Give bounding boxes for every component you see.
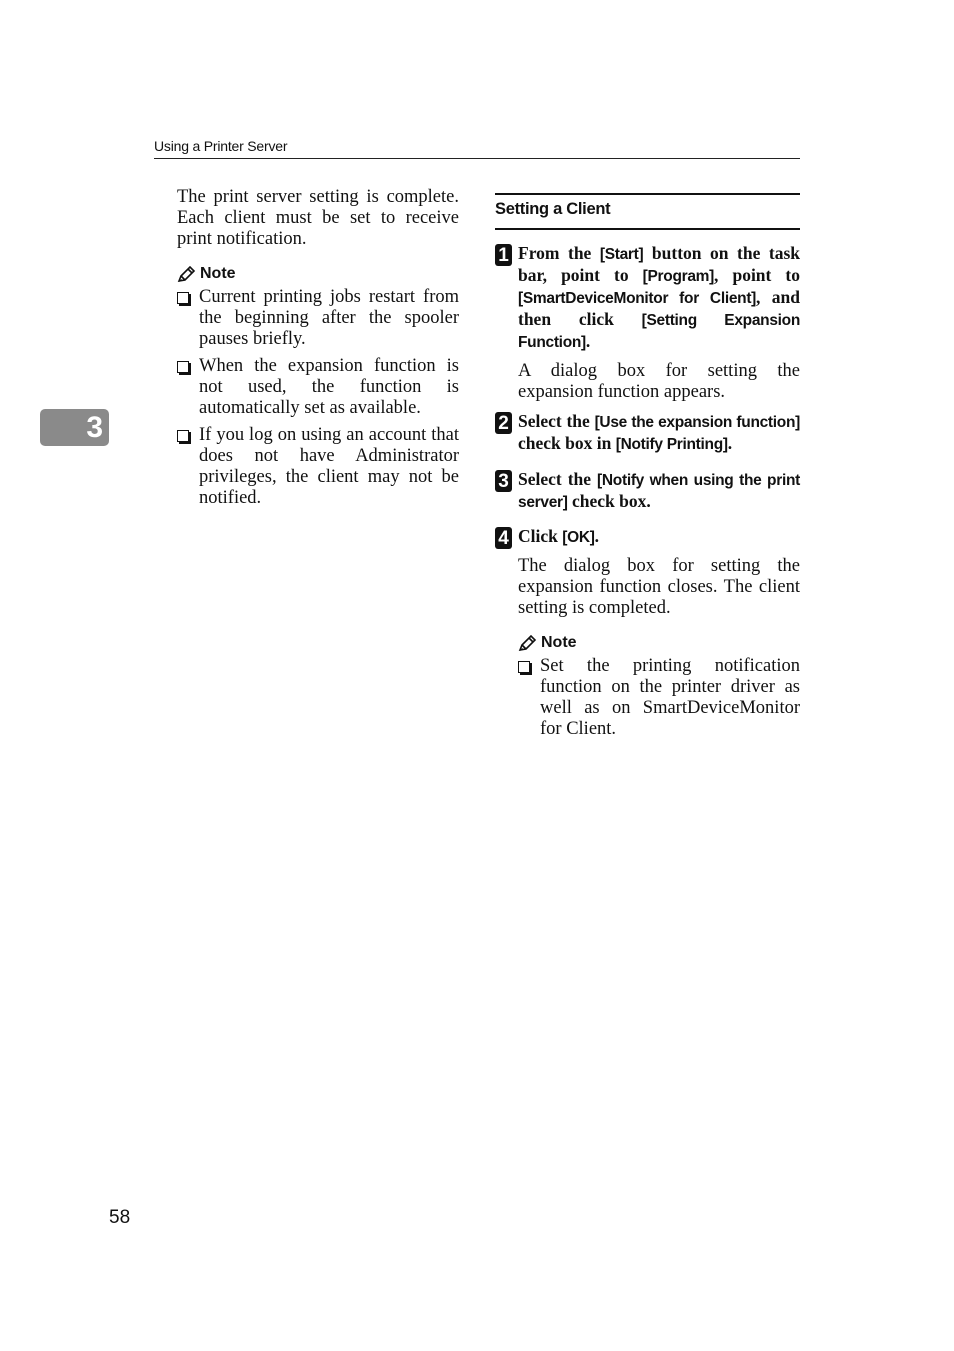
note-heading-label: Note xyxy=(541,634,577,651)
note-item xyxy=(177,425,459,509)
step-text-part: . xyxy=(594,526,599,546)
note-item xyxy=(518,656,800,740)
ui-term: [Use the expansion function] xyxy=(594,414,800,431)
step-text-part: , and then click xyxy=(518,287,800,329)
ui-term: [Notify Printing] xyxy=(615,436,728,453)
step-text-part: Select the xyxy=(518,469,598,489)
running-header: Using a Printer Server xyxy=(154,138,288,154)
section-title: Setting a Client xyxy=(495,200,611,218)
note-item xyxy=(177,287,459,350)
pencil-icon xyxy=(177,266,196,283)
note-item-text: When the expansion function is not used, the function is automatically set as available. xyxy=(199,356,459,418)
step-note xyxy=(518,633,800,740)
note-list xyxy=(518,656,800,740)
step-instruction xyxy=(518,243,800,353)
ui-term: [Setting Expansion Function] xyxy=(518,312,800,351)
step-4 xyxy=(495,526,800,740)
step-text-part: . xyxy=(585,331,591,351)
ui-term: [OK] xyxy=(562,529,595,546)
step-text-part: button on the task bar, point to xyxy=(518,243,800,285)
step-text-part: Click xyxy=(518,526,563,546)
note-heading-label: Note xyxy=(200,265,236,282)
step-text-part: , point to xyxy=(714,265,800,285)
ui-term: [Notify when using the print server] xyxy=(518,472,800,511)
checkbox-bullet-icon xyxy=(177,430,189,442)
chapter-tab: 3 xyxy=(40,409,109,446)
step-text-part: Select the xyxy=(518,411,595,431)
note-item xyxy=(177,356,459,419)
ui-term: [SmartDeviceMonitor for Client] xyxy=(518,290,757,307)
ui-term: [Start] xyxy=(599,246,644,263)
step-result: The dialog box for setting the expansion function closes. The client setting is completed. xyxy=(518,556,800,618)
step-number-badge: 2 xyxy=(495,412,512,434)
step-text-part: . xyxy=(727,433,733,453)
step-number-badge: 3 xyxy=(495,470,512,492)
note-item-text: If you log on using an account that does not have Administrator privileges, the client may not be notified. xyxy=(199,425,459,508)
left-column xyxy=(177,187,459,509)
header-rule xyxy=(154,158,800,159)
checkbox-bullet-icon xyxy=(177,361,189,373)
section-rule-bottom xyxy=(495,228,800,230)
step-number-badge: 4 xyxy=(495,527,512,549)
note-list xyxy=(177,287,459,509)
step-number-badge: 1 xyxy=(495,244,512,266)
intro-paragraph: The print server setting is complete. Each client must be set to receive print notification. xyxy=(177,187,459,249)
step-instruction xyxy=(518,526,800,548)
note-heading xyxy=(518,633,800,653)
step-instruction xyxy=(518,469,800,513)
ui-term: [Program] xyxy=(642,268,715,285)
note-heading xyxy=(177,264,459,284)
checkbox-bullet-icon xyxy=(177,292,189,304)
page-number: 58 xyxy=(109,1207,131,1228)
step-text-part: From the xyxy=(518,243,600,263)
note-item-text: Set the printing notification function on the printer driver as well as on SmartDeviceMonitor for Client. xyxy=(540,656,800,739)
checkbox-bullet-icon xyxy=(518,661,530,673)
step-1 xyxy=(495,243,800,403)
step-instruction xyxy=(518,411,800,455)
note-item-text: Current printing jobs restart from the beginning after the spooler pauses briefly. xyxy=(199,287,459,349)
step-3 xyxy=(495,469,800,513)
step-text-part: check box in xyxy=(518,433,616,453)
pencil-icon xyxy=(518,635,537,652)
step-result: A dialog box for setting the expansion function appears. xyxy=(518,361,800,402)
step-2 xyxy=(495,411,800,455)
section-rule-top xyxy=(495,193,800,195)
step-text-part: check box. xyxy=(567,491,651,511)
